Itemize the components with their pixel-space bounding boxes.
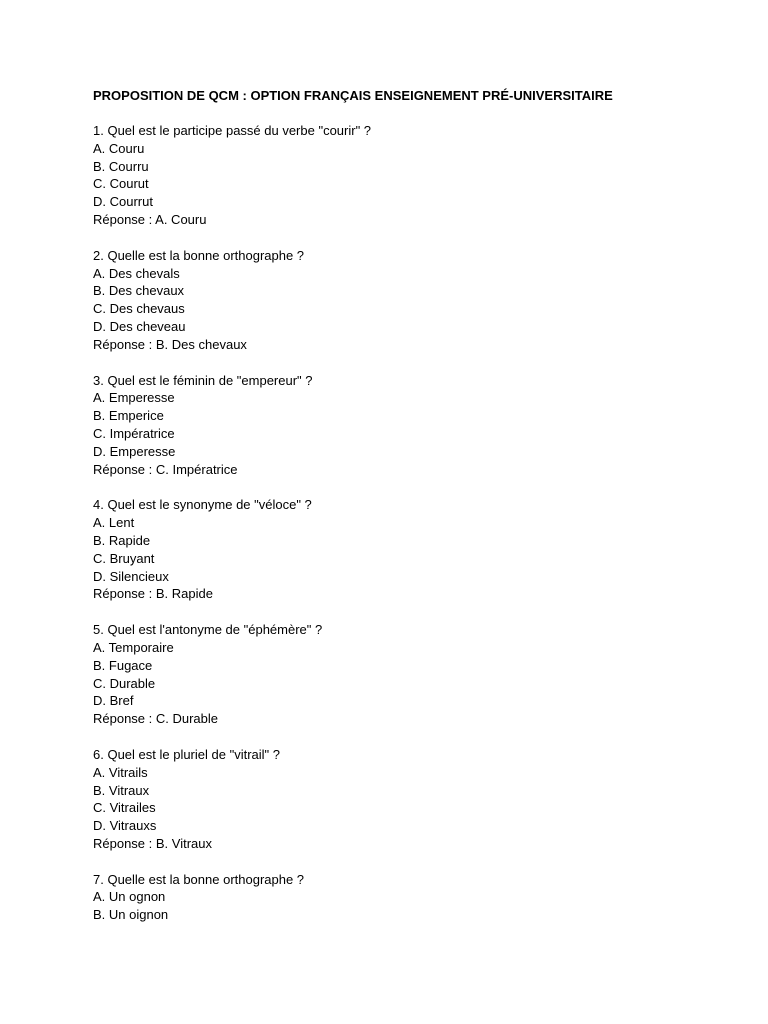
document-title: PROPOSITION DE QCM : OPTION FRANÇAIS ENSEIGNEMENT PRÉ-UNIVERSITAIRE bbox=[93, 88, 613, 103]
answer-option: D. Silencieux bbox=[93, 568, 169, 584]
answer-option: B. Fugace bbox=[93, 657, 153, 673]
answer-option: B. Un oignon bbox=[93, 907, 169, 923]
answer-option: C. Courut bbox=[93, 176, 149, 192]
question-prompt: 1. Quel est le participe passé du verbe "courir" ? bbox=[93, 123, 372, 138]
correct-answer: Réponse : A. Couru bbox=[93, 211, 207, 227]
answer-option: A. Couru bbox=[93, 140, 145, 156]
answer-option: B. Rapide bbox=[93, 532, 151, 548]
answer-option: B. Emperice bbox=[93, 408, 164, 424]
answer-option: B. Vitraux bbox=[93, 782, 150, 798]
question-prompt: 5. Quel est l'antonyme de "éphémère" ? bbox=[93, 622, 323, 638]
answer-option: D. Vitrauxs bbox=[93, 818, 157, 834]
question-prompt: 3. Quel est le féminin de "empereur" ? bbox=[93, 372, 313, 388]
answer-option: C. Des chevaus bbox=[93, 301, 185, 317]
answer-option: C. Bruyant bbox=[93, 550, 155, 566]
answer-option: C. Vitrailes bbox=[93, 800, 156, 816]
question-prompt: 4. Quel est le synonyme de "véloce" ? bbox=[93, 497, 312, 513]
question-block bbox=[93, 871, 733, 924]
document-page bbox=[93, 87, 733, 942]
question-prompt: 7. Quelle est la bonne orthographe ? bbox=[93, 871, 305, 887]
answer-option: A. Emperesse bbox=[93, 390, 175, 406]
question-prompt: 2. Quelle est la bonne orthographe ? bbox=[93, 247, 305, 263]
correct-answer: Réponse : C. Durable bbox=[93, 711, 219, 727]
question-prompt: 6. Quel est le pluriel de "vitrail" ? bbox=[93, 746, 280, 762]
answer-option: C. Durable bbox=[93, 675, 156, 691]
question-block bbox=[93, 621, 733, 728]
answer-option: B. Courru bbox=[93, 158, 149, 174]
correct-answer: Réponse : B. Rapide bbox=[93, 586, 213, 602]
correct-answer: Réponse : B. Vitraux bbox=[93, 835, 212, 851]
answer-option: D. Courrut bbox=[93, 194, 153, 210]
question-block bbox=[93, 746, 733, 853]
answer-option: D. Des cheveau bbox=[93, 318, 186, 334]
answer-option: B. Des chevaux bbox=[93, 283, 185, 299]
answer-option: A. Temporaire bbox=[93, 639, 174, 655]
correct-answer: Réponse : C. Impératrice bbox=[93, 461, 238, 477]
answer-option: C. Impératrice bbox=[93, 425, 175, 441]
answer-option: A. Lent bbox=[93, 515, 135, 531]
question-block bbox=[93, 496, 733, 603]
question-block bbox=[93, 372, 733, 479]
question-block bbox=[93, 247, 733, 354]
question-block bbox=[93, 122, 733, 229]
answer-option: A. Vitrails bbox=[93, 764, 148, 780]
answer-option: A. Un ognon bbox=[93, 889, 166, 905]
answer-option: D. Emperesse bbox=[93, 443, 176, 459]
answer-option: D. Bref bbox=[93, 693, 134, 709]
correct-answer: Réponse : B. Des chevaux bbox=[93, 336, 247, 352]
answer-option: A. Des chevals bbox=[93, 265, 180, 281]
